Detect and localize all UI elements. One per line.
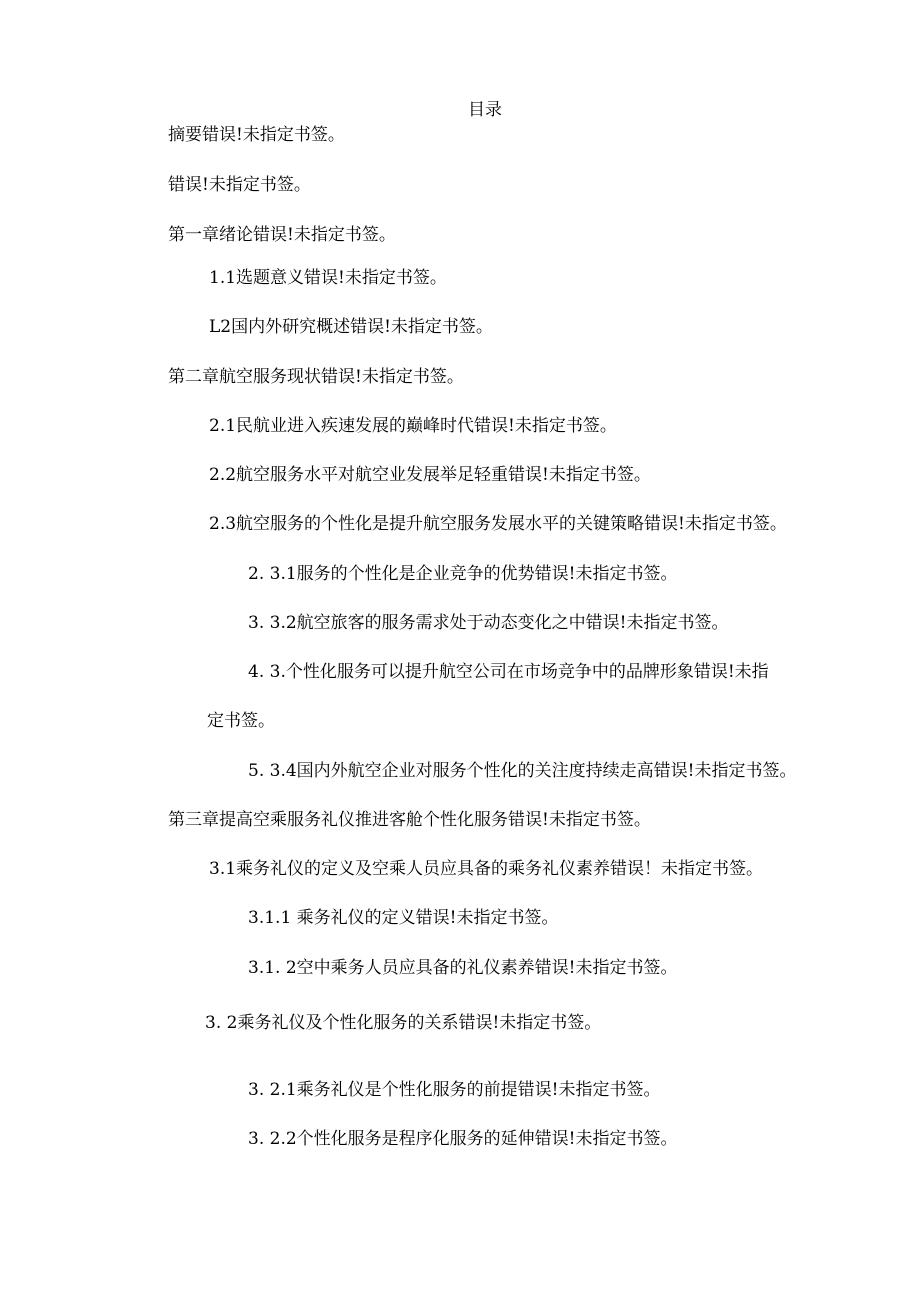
- toc-entry-chapter-1[interactable]: 第一章绪论错误!未指定书签。: [168, 225, 396, 245]
- toc-entry-chapter-3[interactable]: 第三章提高空乘服务礼仪推进客舱个性化服务错误!未指定书签。: [168, 810, 651, 830]
- toc-entry-1-1[interactable]: 1.1选题意义错误!未指定书签。: [209, 268, 447, 288]
- toc-entry-2-1[interactable]: 2.1民航业进入疾速发展的巅峰时代错误!未指定书签。: [209, 416, 617, 436]
- toc-entry-2-3-3[interactable]: 4. 3.个性化服务可以提升航空公司在市场竞争中的品牌形象错误!未指: [248, 662, 769, 682]
- toc-entry-2-3-1[interactable]: 2. 3.1服务的个性化是企业竞争的优势错误!未指定书签。: [248, 564, 678, 584]
- toc-entry-3-2-1[interactable]: 3. 2.1乘务礼仪是个性化服务的前提错误!未指定书签。: [248, 1080, 661, 1100]
- toc-entry-3-2-2[interactable]: 3. 2.2个性化服务是程序化服务的延伸错误!未指定书签。: [248, 1129, 678, 1149]
- toc-entry-abstract[interactable]: 摘要错误!未指定书签。: [168, 125, 345, 145]
- toc-entry-chapter-2[interactable]: 第二章航空服务现状错误!未指定书签。: [168, 367, 464, 387]
- toc-entry-3-1-1[interactable]: 3.1.1 乘务礼仪的定义错误!未指定书签。: [248, 908, 559, 928]
- toc-entry-3-1[interactable]: 3.1乘务礼仪的定义及空乘人员应具备的乘务礼仪素养错误！未指定书签。: [209, 859, 764, 879]
- toc-title: 目录: [468, 100, 502, 120]
- toc-entry-2-3-2[interactable]: 3. 3.2航空旅客的服务需求处于动态变化之中错误!未指定书签。: [248, 613, 729, 633]
- toc-entry-2-2[interactable]: 2.2航空服务水平对航空业发展举足轻重错误!未指定书签。: [209, 465, 651, 485]
- toc-entry-2-3-4[interactable]: 5. 3.4国内外航空企业对服务个性化的关注度持续走高错误!未指定书签。: [248, 761, 797, 781]
- toc-entry-3-2[interactable]: 3. 2乘务礼仪及个性化服务的关系错误!未指定书签。: [205, 1013, 602, 1033]
- toc-entry-untitled[interactable]: 错误!未指定书签。: [168, 175, 311, 195]
- toc-entry-1-2[interactable]: L2国内外研究概述错误!未指定书签。: [209, 317, 493, 337]
- toc-entry-2-3[interactable]: 2.3航空服务的个性化是提升航空服务发展水平的关键策略错误!未指定书签。: [209, 514, 787, 534]
- toc-entry-3-1-2[interactable]: 3.1. 2空中乘务人员应具备的礼仪素养错误!未指定书签。: [248, 958, 678, 978]
- toc-entry-2-3-3-continued[interactable]: 定书签。: [207, 711, 275, 731]
